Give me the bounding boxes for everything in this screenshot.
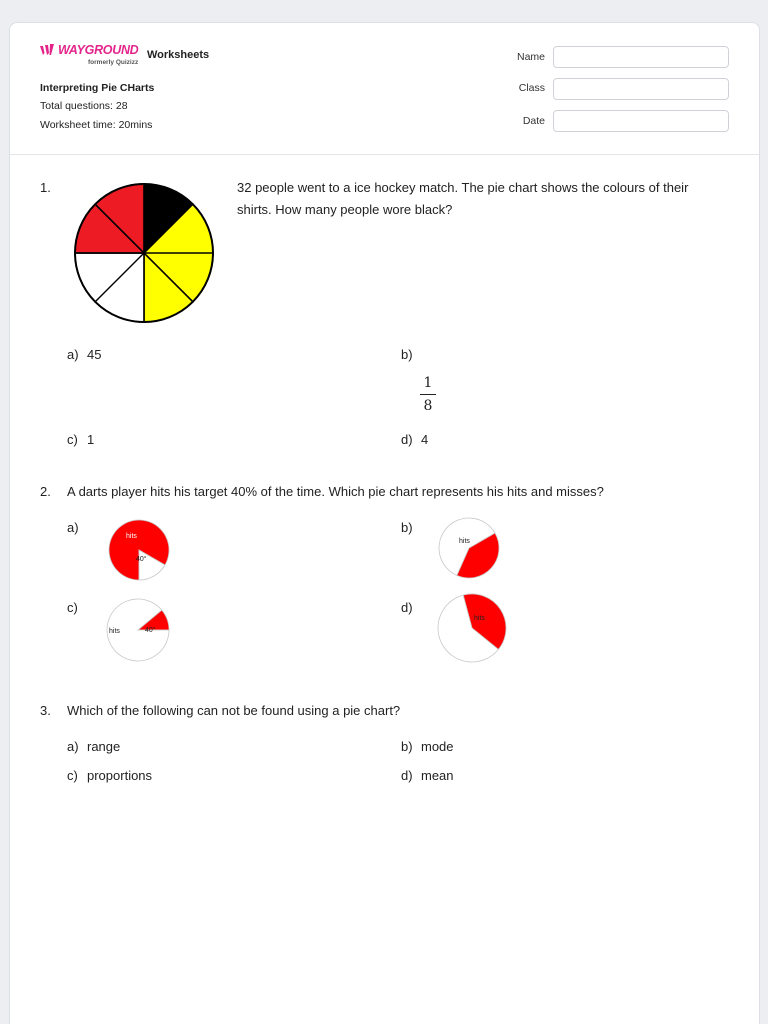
pie-c-hits-label: hits <box>109 628 120 635</box>
section-label: Worksheets <box>147 49 210 61</box>
option-letter: c) <box>67 768 78 783</box>
date-label: Date <box>522 115 545 127</box>
pie-d-hits-label: hits <box>474 615 485 622</box>
option-letter: d) <box>401 432 413 447</box>
question-2-number: 2. <box>40 484 51 499</box>
brand-subtitle: formerly Quizizz <box>88 59 139 66</box>
option-letter: b) <box>401 739 413 754</box>
question-1-pie-chart <box>70 182 218 324</box>
pie-c-angle-label: 40° <box>145 627 156 634</box>
pie-a-angle-label: 40° <box>136 556 147 563</box>
option-letter: a) <box>67 739 79 754</box>
question-1-text-line2: shirts. How many people wore black? <box>237 202 453 217</box>
pie-a-slices <box>109 520 169 580</box>
question-2-option-c[interactable] <box>67 600 87 615</box>
option-letter: b) <box>401 347 413 362</box>
question-1-option-b[interactable] <box>401 347 421 362</box>
question-3-number: 3. <box>40 703 51 718</box>
worksheet-time: Worksheet time: 20mins <box>40 119 153 131</box>
fraction-denominator: 8 <box>423 398 433 414</box>
name-label: Name <box>516 51 545 63</box>
question-2-option-d-pie <box>430 591 512 665</box>
question-2-option-b-pie <box>432 517 508 583</box>
question-3-option-a[interactable] <box>67 739 120 754</box>
option-letter: d) <box>401 768 413 783</box>
class-field[interactable] <box>553 78 729 100</box>
question-3-option-d[interactable] <box>401 768 454 783</box>
question-2-option-c-pie <box>97 595 175 665</box>
name-field[interactable] <box>553 46 729 68</box>
worksheet-header <box>10 23 759 155</box>
question-1-option-b-fraction <box>420 375 436 414</box>
option-text: proportions <box>87 768 153 783</box>
worksheet-page <box>9 22 760 1024</box>
option-text: 45 <box>87 347 102 362</box>
question-2-option-a[interactable] <box>67 520 87 535</box>
question-1-option-c[interactable] <box>67 432 94 447</box>
question-1-number: 1. <box>40 180 51 195</box>
fraction-bar <box>420 394 436 395</box>
option-letter: b) <box>401 520 413 535</box>
option-text: 4 <box>421 432 429 447</box>
worksheet-title: Interpreting Pie CHarts <box>40 82 155 94</box>
option-letter: c) <box>67 600 78 615</box>
question-2-option-d[interactable] <box>401 600 421 615</box>
option-text: 1 <box>87 432 95 447</box>
pie-q1-slices <box>75 184 213 322</box>
question-3-text: Which of the following can not be found using a pie chart? <box>67 703 401 718</box>
option-text: mean <box>421 768 454 783</box>
pie-a-hits-label: hits <box>126 533 137 540</box>
question-2-option-a-pie <box>98 517 174 583</box>
question-1-option-a[interactable] <box>67 347 101 362</box>
question-1-text-line1: 32 people went to a ice hockey match. The pie chart shows the colours of their <box>237 180 689 195</box>
pie-d-slices <box>438 594 506 662</box>
option-letter: c) <box>67 432 78 447</box>
pie-b-slices <box>439 518 499 578</box>
brand-wordmark: WAYGROUND <box>58 43 139 57</box>
question-3-option-b[interactable] <box>401 739 454 754</box>
date-field[interactable] <box>553 110 729 132</box>
pie-b-hits-label: hits <box>459 538 470 545</box>
question-3-option-c[interactable] <box>67 768 152 783</box>
total-questions: Total questions: 28 <box>40 100 128 112</box>
option-text: mode <box>421 739 454 754</box>
option-letter: a) <box>67 520 79 535</box>
brand-logo-icon <box>40 44 56 56</box>
question-2-option-b[interactable] <box>401 520 421 535</box>
question-1-option-d[interactable] <box>401 432 428 447</box>
option-letter: a) <box>67 347 79 362</box>
class-label: Class <box>518 82 545 94</box>
question-2-text: A darts player hits his target 40% of the time. Which pie chart represents his hits and misses? <box>67 484 604 499</box>
option-text: range <box>87 739 121 754</box>
option-letter: d) <box>401 600 413 615</box>
fraction-numerator: 1 <box>423 375 433 391</box>
brand-logo <box>40 43 145 69</box>
